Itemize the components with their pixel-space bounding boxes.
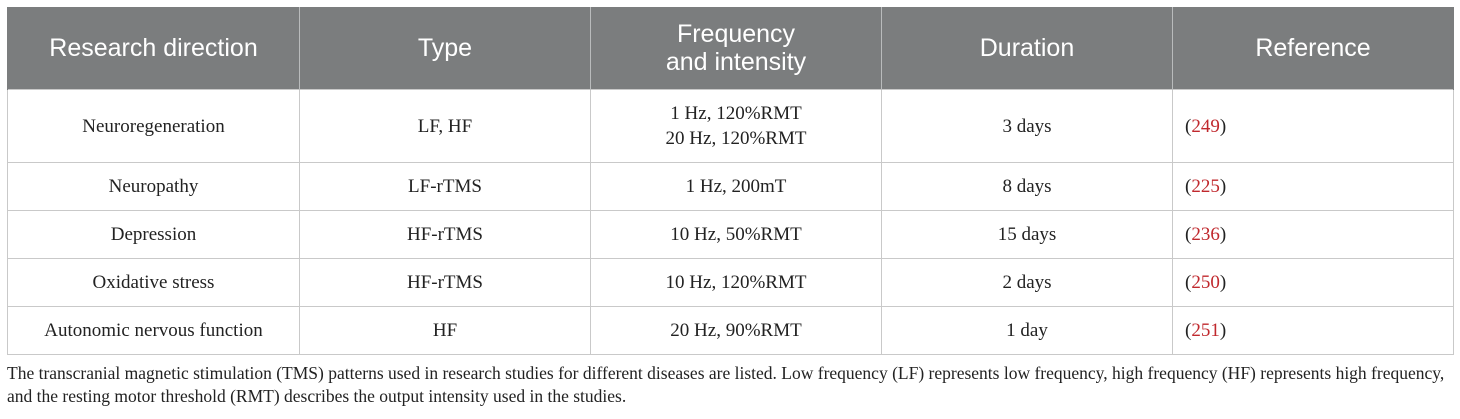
- cell-reference: [1173, 307, 1454, 355]
- header-frequency-line1: Frequency: [676, 20, 796, 48]
- cell-reference: [1173, 211, 1454, 259]
- reference-open-paren: (: [1185, 272, 1192, 293]
- cell-type: HF-rTMS: [300, 211, 591, 259]
- cell-frequency-line1: 1 Hz, 120%RMT: [670, 103, 802, 124]
- cell-research-direction: Oxidative stress: [8, 259, 300, 307]
- header-frequency-line2: and intensity: [665, 48, 807, 76]
- cell-frequency-line2: 20 Hz, 120%RMT: [665, 128, 807, 149]
- cell-duration: 15 days: [882, 211, 1173, 259]
- reference-link[interactable]: 225: [1191, 176, 1220, 197]
- table-row: [8, 307, 1454, 355]
- table-row: [8, 211, 1454, 259]
- cell-frequency-intensity: 1 Hz, 200mT: [591, 163, 882, 211]
- reference-link[interactable]: 236: [1191, 224, 1220, 245]
- header-research-direction: Research direction: [8, 7, 300, 90]
- table-caption: The transcranial magnetic stimulation (TMS) patterns used in research studies for different diseases are listed. Low frequency (LF) represents low frequency, high frequency (HF) represents high frequency, and the resting motor threshold (RMT) describes the output intensity used in the studies.: [7, 363, 1445, 406]
- cell-reference: [1173, 259, 1454, 307]
- table-row: [8, 163, 1454, 211]
- cell-research-direction: Neuropathy: [8, 163, 300, 211]
- table-header: [8, 7, 1454, 90]
- cell-frequency-intensity: [591, 90, 882, 163]
- reference-close-paren: ): [1219, 115, 1227, 137]
- cell-type: LF-rTMS: [300, 163, 591, 211]
- reference-link[interactable]: 249: [1191, 115, 1220, 137]
- header-reference: Reference: [1173, 7, 1454, 90]
- cell-research-direction: Depression: [8, 211, 300, 259]
- tms-patterns-table: [7, 7, 1454, 355]
- header-frequency-intensity: [591, 7, 882, 90]
- header-duration: Duration: [882, 7, 1173, 90]
- reference-open-paren: (: [1185, 224, 1192, 245]
- cell-duration: 2 days: [882, 259, 1173, 307]
- table-body: [8, 90, 1454, 355]
- reference-close-paren: ): [1219, 272, 1227, 293]
- reference-open-paren: (: [1185, 115, 1192, 137]
- cell-type: HF: [300, 307, 591, 355]
- cell-duration: 8 days: [882, 163, 1173, 211]
- reference-link[interactable]: 251: [1191, 320, 1220, 341]
- reference-close-paren: ): [1219, 176, 1227, 197]
- header-type: Type: [300, 7, 591, 90]
- cell-frequency-intensity: 10 Hz, 120%RMT: [591, 259, 882, 307]
- table-row: [8, 90, 1454, 163]
- cell-duration: 1 day: [882, 307, 1173, 355]
- cell-type: LF, HF: [300, 90, 591, 163]
- cell-frequency-intensity: 10 Hz, 50%RMT: [591, 211, 882, 259]
- cell-duration: 3 days: [882, 90, 1173, 163]
- cell-research-direction: Neuroregeneration: [8, 90, 300, 163]
- tms-patterns-table-container: [7, 7, 1453, 355]
- cell-reference: [1173, 90, 1454, 163]
- reference-link[interactable]: 250: [1191, 272, 1220, 293]
- cell-type: HF-rTMS: [300, 259, 591, 307]
- cell-reference: [1173, 163, 1454, 211]
- cell-research-direction: Autonomic nervous function: [8, 307, 300, 355]
- reference-open-paren: (: [1185, 320, 1192, 341]
- reference-close-paren: ): [1219, 320, 1227, 341]
- cell-frequency-intensity: 20 Hz, 90%RMT: [591, 307, 882, 355]
- header-row: [8, 7, 1454, 90]
- reference-open-paren: (: [1185, 176, 1192, 197]
- reference-close-paren: ): [1219, 224, 1227, 245]
- table-row: [8, 259, 1454, 307]
